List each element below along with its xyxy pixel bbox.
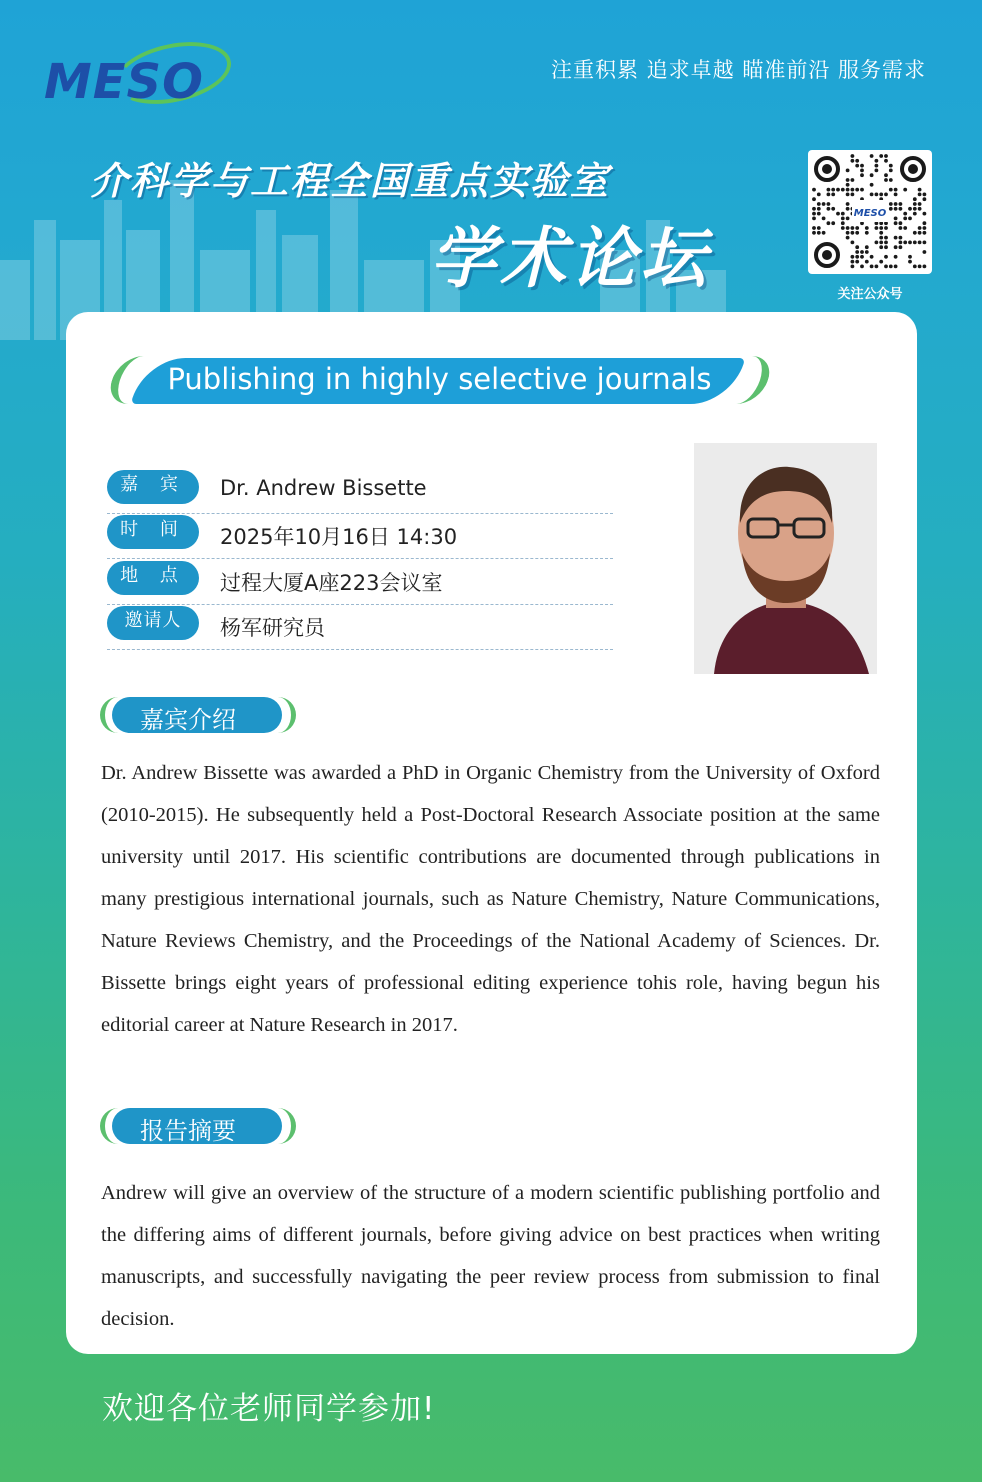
qr-module bbox=[865, 226, 869, 230]
qr-module bbox=[870, 173, 874, 177]
qr-module bbox=[889, 178, 893, 182]
qr-module bbox=[884, 245, 888, 249]
qr-module bbox=[860, 173, 864, 177]
qr-module bbox=[879, 226, 883, 230]
qr-module bbox=[860, 255, 864, 259]
qr-module bbox=[851, 255, 855, 259]
qr-module bbox=[884, 173, 888, 177]
speaker-photo bbox=[694, 443, 877, 674]
qr-module bbox=[841, 188, 845, 192]
qr-module bbox=[879, 260, 883, 264]
qr-module bbox=[913, 202, 917, 206]
qr-module bbox=[903, 241, 907, 245]
qr-module bbox=[827, 193, 831, 197]
qr-module bbox=[841, 217, 845, 221]
qr-module bbox=[879, 154, 883, 158]
qr-module bbox=[923, 193, 927, 197]
qr-module bbox=[913, 265, 917, 269]
qr-module bbox=[894, 265, 898, 269]
qr-module bbox=[855, 250, 859, 254]
heading-bracket-right bbox=[273, 1108, 296, 1144]
qr-module bbox=[899, 207, 903, 211]
info-row-location bbox=[107, 559, 613, 605]
qr-module bbox=[899, 245, 903, 249]
qr-module bbox=[851, 241, 855, 245]
qr-module bbox=[918, 188, 922, 192]
qr-module bbox=[846, 169, 850, 173]
qr-module bbox=[846, 188, 850, 192]
bio-paragraph: Dr. Andrew Bissette was awarded a PhD in Organic Chemistry from the University of Oxford (2010-2015). He subsequently held a Post-Doctoral Research Associate position at the same university until 2017. His scientific contributions are documented through publications in many prestigious international journals, such as Nature Chemistry, Nature Communications, Nature Reviews Chemistry, and the Proceedings of the National Academy of Sciences. Dr. Bissette brings eight years of professional editing experience tohis role, having begun his editorial career at Nature Research in 2017. bbox=[101, 762, 880, 1036]
qr-module bbox=[817, 212, 821, 216]
qr-module bbox=[894, 202, 898, 206]
qr-module bbox=[875, 164, 879, 168]
bio-heading-text: 嘉宾介绍 bbox=[140, 706, 236, 734]
abstract-heading-text: 报告摘要 bbox=[140, 1117, 236, 1145]
qr-module bbox=[870, 193, 874, 197]
qr-module bbox=[865, 245, 869, 249]
qr-module bbox=[831, 221, 835, 225]
qr-module bbox=[870, 154, 874, 158]
qr-module bbox=[851, 159, 855, 163]
qr-module bbox=[884, 159, 888, 163]
info-row-time bbox=[107, 513, 613, 559]
qr-module bbox=[846, 231, 850, 235]
qr-module bbox=[812, 226, 816, 230]
qr-module bbox=[918, 241, 922, 245]
meso-logo bbox=[44, 40, 224, 110]
qr-module bbox=[855, 159, 859, 163]
qr-module bbox=[884, 236, 888, 240]
qr-module bbox=[913, 241, 917, 245]
qr-module bbox=[884, 241, 888, 245]
qr-module bbox=[908, 260, 912, 264]
qr-module bbox=[918, 231, 922, 235]
qr-module bbox=[875, 226, 879, 230]
qr-module bbox=[894, 217, 898, 221]
qr-module bbox=[884, 193, 888, 197]
info-row-guest bbox=[107, 468, 613, 514]
info-label: 嘉 宾 bbox=[107, 470, 199, 504]
qr-module bbox=[884, 226, 888, 230]
qr-module bbox=[923, 212, 927, 216]
qr-module bbox=[851, 193, 855, 197]
qr-module bbox=[812, 188, 816, 192]
qr-module bbox=[884, 178, 888, 182]
qr-module bbox=[860, 265, 864, 269]
info-value: 杨军研究员 bbox=[220, 616, 325, 640]
qr-module bbox=[879, 231, 883, 235]
qr-module bbox=[923, 250, 927, 254]
qr-module bbox=[846, 236, 850, 240]
qr-module bbox=[889, 265, 893, 269]
qr-module bbox=[827, 207, 831, 211]
abstract-heading bbox=[100, 1108, 296, 1148]
qr-module bbox=[822, 202, 826, 206]
qr-module bbox=[923, 221, 927, 225]
qr-module bbox=[822, 217, 826, 221]
qr-module bbox=[884, 255, 888, 259]
qr-module bbox=[860, 164, 864, 168]
qr-module bbox=[846, 202, 850, 206]
qr-module bbox=[903, 226, 907, 230]
qr-module bbox=[846, 226, 850, 230]
qr-module bbox=[812, 212, 816, 216]
qr-module bbox=[812, 217, 816, 221]
qr-module bbox=[923, 231, 927, 235]
qr-module bbox=[817, 207, 821, 211]
qr-module bbox=[889, 207, 893, 211]
qr-module bbox=[855, 188, 859, 192]
qr-module bbox=[846, 207, 850, 211]
qr-module bbox=[894, 221, 898, 225]
qr-module bbox=[841, 212, 845, 216]
qr-module bbox=[918, 226, 922, 230]
qr-code[interactable] bbox=[808, 150, 932, 274]
lab-title: 介科学与工程全国重点实验室 bbox=[90, 159, 611, 203]
forum-title: 学术论坛 bbox=[430, 220, 710, 297]
qr-module bbox=[855, 226, 859, 230]
qr-module bbox=[908, 241, 912, 245]
qr-module bbox=[923, 265, 927, 269]
qr-module bbox=[903, 217, 907, 221]
qr-module bbox=[908, 217, 912, 221]
talk-title: Publishing in highly selective journals bbox=[167, 362, 712, 396]
info-label: 地 点 bbox=[107, 561, 199, 595]
qr-module bbox=[879, 241, 883, 245]
qr-module bbox=[865, 250, 869, 254]
qr-module bbox=[903, 188, 907, 192]
qr-module bbox=[851, 154, 855, 158]
qr-module bbox=[918, 202, 922, 206]
qr-module bbox=[817, 193, 821, 197]
qr-module bbox=[903, 212, 907, 216]
qr-module bbox=[923, 241, 927, 245]
qr-module bbox=[894, 193, 898, 197]
qr-module bbox=[817, 226, 821, 230]
qr-module bbox=[875, 159, 879, 163]
qr-module bbox=[889, 202, 893, 206]
qr-module bbox=[851, 265, 855, 269]
qr-module bbox=[913, 212, 917, 216]
qr-module bbox=[908, 255, 912, 259]
welcome-footer: 欢迎各位老师同学参加! bbox=[102, 1391, 436, 1427]
qr-center-logo: MESO bbox=[853, 208, 887, 219]
qr-module bbox=[827, 202, 831, 206]
qr-module bbox=[884, 265, 888, 269]
info-label: 时 间 bbox=[107, 515, 199, 549]
qr-module bbox=[875, 241, 879, 245]
talk-title-banner bbox=[112, 356, 767, 408]
qr-module bbox=[827, 221, 831, 225]
qr-module bbox=[860, 188, 864, 192]
qr-module bbox=[855, 245, 859, 249]
qr-module bbox=[908, 207, 912, 211]
qr-module bbox=[894, 207, 898, 211]
qr-module bbox=[831, 193, 835, 197]
qr-caption: 关注公众号 bbox=[837, 287, 903, 302]
qr-module bbox=[889, 169, 893, 173]
qr-module bbox=[918, 207, 922, 211]
qr-module bbox=[899, 241, 903, 245]
qr-module bbox=[870, 183, 874, 187]
slogan: 注重积累 追求卓越 瞄准前沿 服务需求 bbox=[550, 58, 926, 82]
qr-module bbox=[918, 193, 922, 197]
qr-module bbox=[894, 245, 898, 249]
qr-module bbox=[851, 260, 855, 264]
qr-module bbox=[913, 207, 917, 211]
qr-module bbox=[894, 255, 898, 259]
qr-module bbox=[879, 236, 883, 240]
qr-module bbox=[889, 188, 893, 192]
qr-module bbox=[865, 231, 869, 235]
qr-module bbox=[812, 207, 816, 211]
qr-module bbox=[899, 236, 903, 240]
qr-module bbox=[894, 236, 898, 240]
qr-module bbox=[851, 226, 855, 230]
qr-module bbox=[846, 183, 850, 187]
qr-module bbox=[846, 217, 850, 221]
qr-module bbox=[875, 265, 879, 269]
qr-module bbox=[870, 265, 874, 269]
qr-module bbox=[860, 250, 864, 254]
qr-module bbox=[831, 207, 835, 211]
qr-module bbox=[860, 169, 864, 173]
logo-text: MESO bbox=[44, 54, 204, 110]
info-value: 过程大厦A座223会议室 bbox=[220, 571, 443, 595]
qr-module bbox=[836, 212, 840, 216]
qr-module bbox=[879, 193, 883, 197]
qr-module bbox=[822, 231, 826, 235]
qr-module bbox=[851, 178, 855, 182]
info-row-host bbox=[107, 604, 613, 650]
qr-module bbox=[865, 260, 869, 264]
qr-module bbox=[870, 255, 874, 259]
qr-module bbox=[846, 178, 850, 182]
qr-module bbox=[894, 188, 898, 192]
qr-module bbox=[855, 231, 859, 235]
qr-module bbox=[899, 202, 903, 206]
heading-bracket-right bbox=[273, 697, 296, 733]
qr-module bbox=[851, 188, 855, 192]
qr-module bbox=[918, 265, 922, 269]
qr-module bbox=[836, 188, 840, 192]
qr-module bbox=[846, 193, 850, 197]
qr-module bbox=[884, 154, 888, 158]
qr-module bbox=[817, 202, 821, 206]
info-value: Dr. Andrew Bissette bbox=[220, 476, 427, 500]
qr-module bbox=[879, 245, 883, 249]
qr-module bbox=[889, 164, 893, 168]
info-value: 2025年10月16日 14:30 bbox=[220, 525, 458, 549]
qr-module bbox=[855, 255, 859, 259]
qr-module bbox=[827, 188, 831, 192]
qr-module bbox=[851, 231, 855, 235]
info-label: 邀请人 bbox=[107, 606, 199, 640]
qr-module bbox=[831, 188, 835, 192]
qr-module bbox=[923, 226, 927, 230]
qr-module bbox=[812, 197, 816, 201]
qr-module bbox=[899, 221, 903, 225]
qr-module bbox=[913, 197, 917, 201]
qr-module bbox=[841, 226, 845, 230]
abstract-paragraph: Andrew will give an overview of the structure of a modern scientific publishing portfolio and the differing aims of different journals, before giving advice on best practices when writing manuscripts, and successfully navigating the peer review process from submission to final decision. bbox=[101, 1182, 880, 1330]
qr-module bbox=[875, 193, 879, 197]
qr-module bbox=[817, 231, 821, 235]
qr-module bbox=[855, 164, 859, 168]
bio-heading bbox=[100, 697, 296, 737]
qr-module bbox=[899, 226, 903, 230]
qr-module bbox=[923, 197, 927, 201]
qr-module bbox=[913, 231, 917, 235]
qr-module bbox=[855, 260, 859, 264]
qr-module bbox=[812, 231, 816, 235]
qr-module bbox=[875, 169, 879, 173]
qr-module bbox=[841, 221, 845, 225]
